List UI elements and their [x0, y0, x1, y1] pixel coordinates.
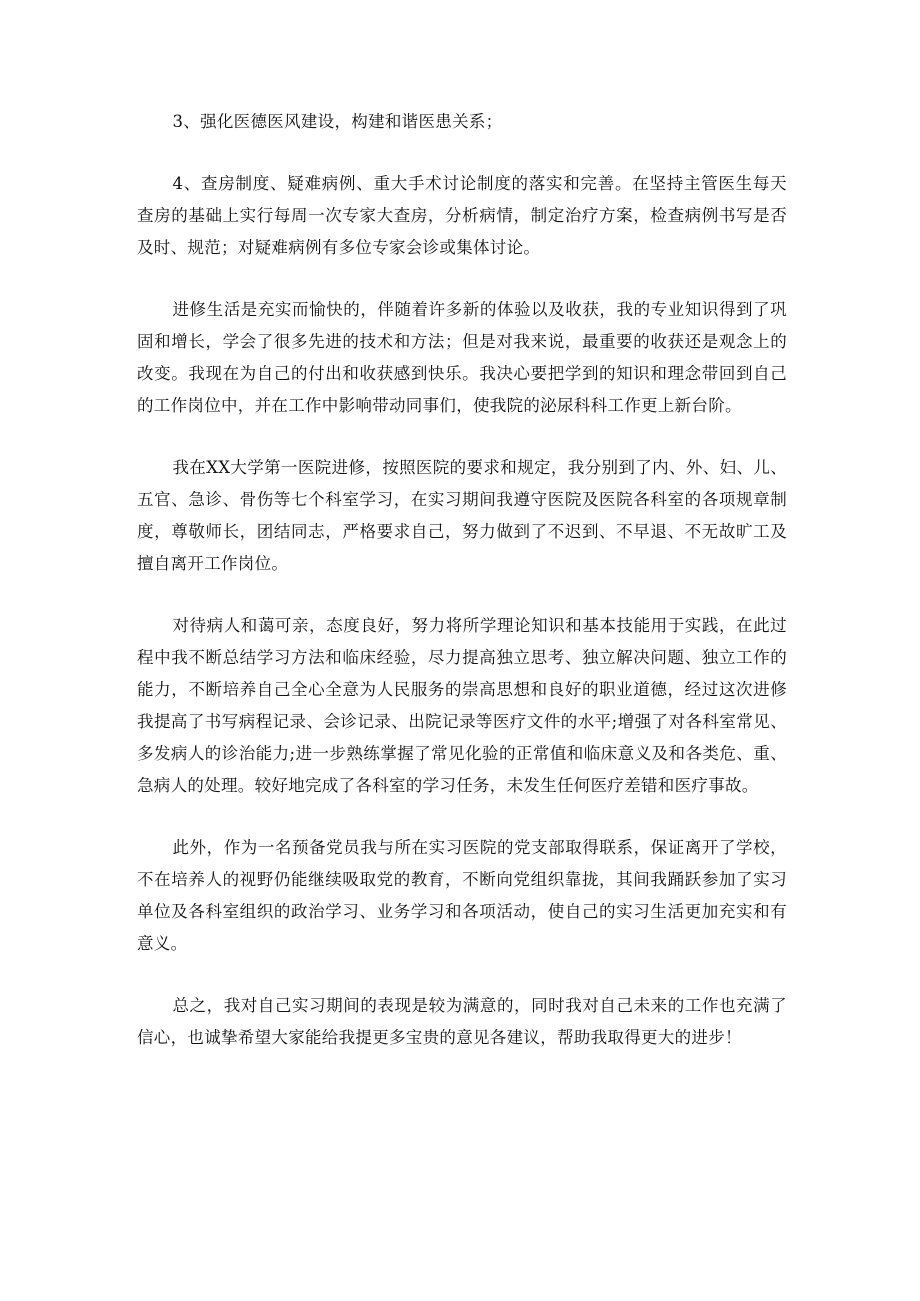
paragraph-conclusion: 总之，我对自己实习期间的表现是较为满意的，同时我对自己未来的工作也充满了信心，也诚挚希望大家能给我提更多宝贵的意见各建议，帮助我取得更大的进步！: [137, 996, 787, 1047]
paragraph-patient-care: 对待病人和蔼可亲，态度良好，努力将所学理论知识和基本技能用于实践，在此过程中我不断总结学习方法和临床经验，尽力提高独立思考、独立解决问题、独立工作的能力，不断培养自己全心全意为人民服务的崇高思想和良好的职业道德，经过这次进修我提高了书写病程记录、会诊记录、出院记录等医疗文件的水平;增强了对各科室常见、多发病人的诊治能力;进一步熟练掌握了常见化验的正常值和临床意义及和各类危、重、急病人的处理。较好地完成了各科室的学习任务，未发生任何医疗差错和医疗事故。: [137, 616, 787, 795]
paragraph-item-3: 3、强化医德医风建设，构建和谐医患关系；: [172, 112, 503, 131]
document-body: [137, 106, 787, 1084]
paragraph-item-4: 4、查房制度、疑难病例、重大手术讨论制度的落实和完善。在坚持主管医生每天查房的基础上实行每周一次专家大查房，分析病情，制定治疗方案，检查病例书写是否及时、规范；对疑难病例有多位专家会诊或集体讨论。: [137, 174, 787, 257]
paragraph-rotation: 我在XX大学第一医院进修，按照医院的要求和规定，我分别到了内、外、妇、儿、五官、急诊、骨伤等七个科室学习，在实习期间我遵守医院及医院各科室的各项规章制度，尊敬师长，团结同志，严格要求自己，努力做到了不迟到、不早退、不无故旷工及擅自离开工作岗位。: [137, 458, 787, 573]
paragraph-study-life: 进修生活是充实而愉快的，伴随着许多新的体验以及收获，我的专业知识得到了巩固和增长，学会了很多先进的技术和方法；但是对我来说，最重要的收获还是观念上的改变。我现在为自己的付出和收获感到快乐。我决心要把学到的知识和理念带回到自己的工作岗位中，并在工作中影响带动同事们，使我院的泌尿科科工作更上新台阶。: [137, 300, 787, 415]
paragraph-party-member: 此外，作为一名预备党员我与所在实习医院的党支部取得联系，保证离开了学校，不在培养人的视野仍能继续吸取党的教育，不断向党组织靠拢，其间我踊跃参加了实习单位及各科室组织的政治学习、业务学习和各项活动，使自己的实习生活更加充实和有意义。: [137, 838, 787, 953]
